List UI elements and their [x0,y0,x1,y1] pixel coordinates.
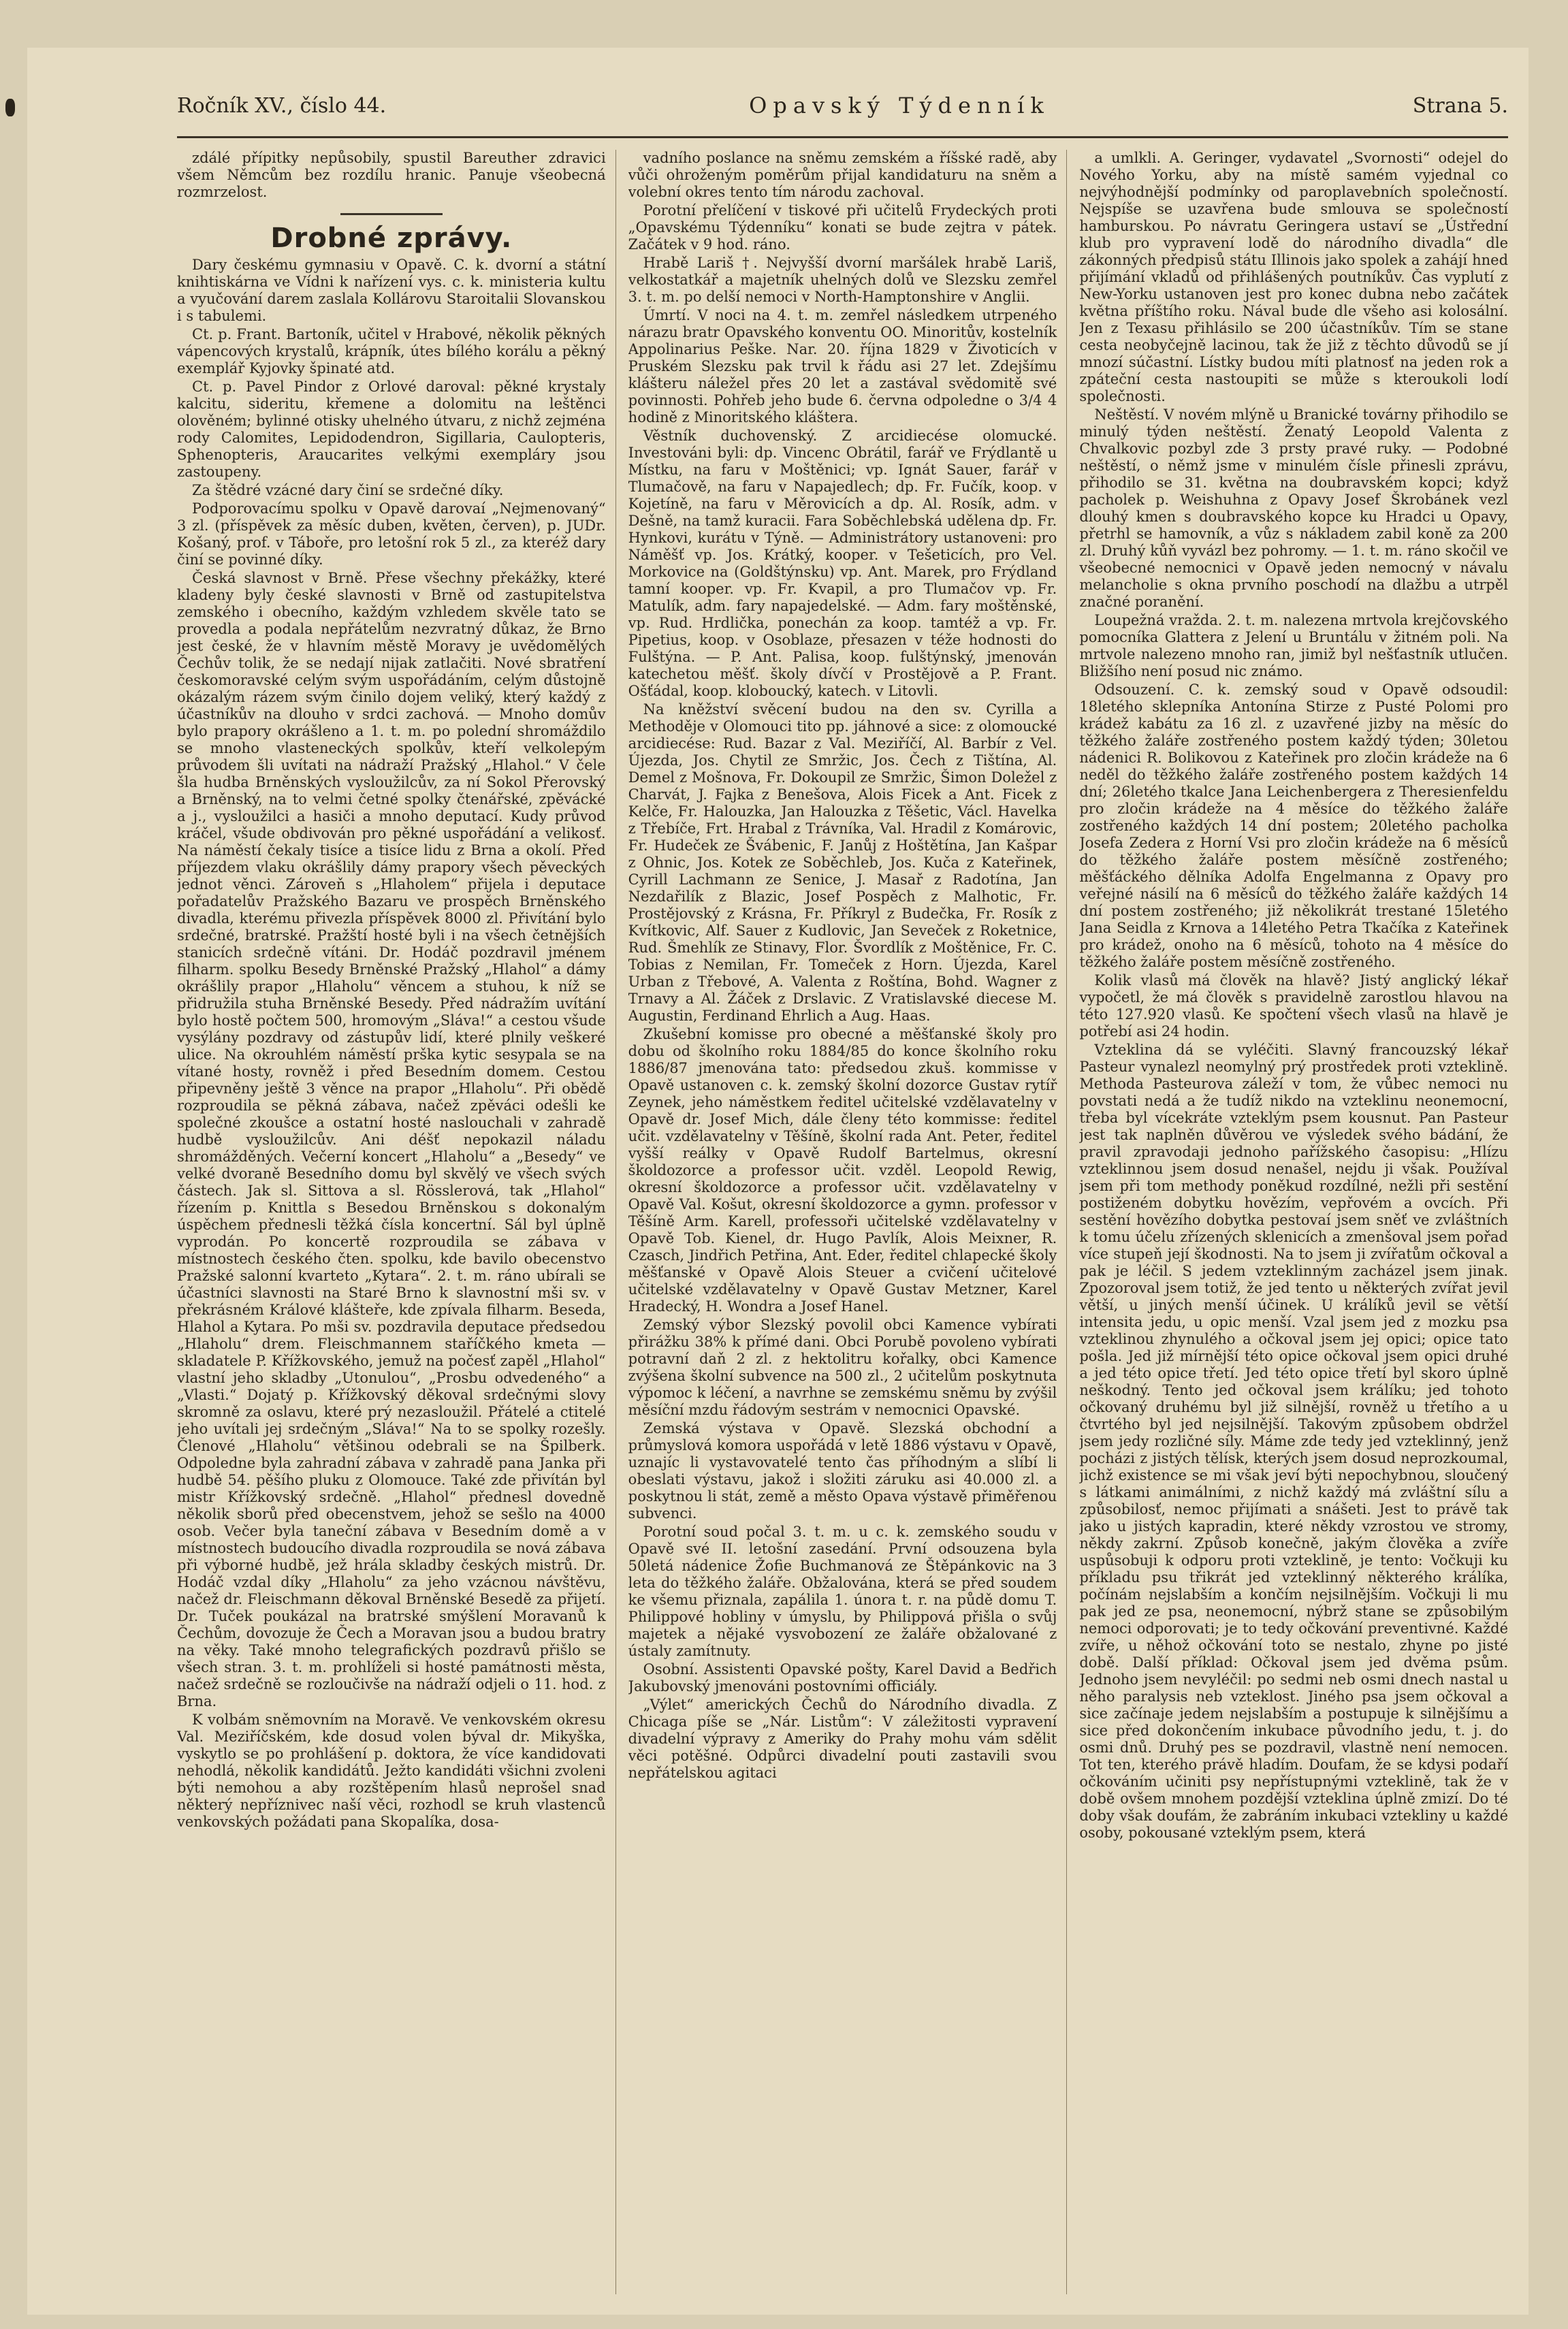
paragraph: Porotní soud počal 3. t. m. u c. k. zemského soudu v Opavě své II. letošní zasedání. První odsouzena byla 50letá nádenice Žofie Buchmanová ze Štěpánkovic na 3 leta do těžkého žaláře. Obžalována, která se před soudem ke všemu přiznala, zapálila 1. února t. r. na půdě domu T. Philippové hobliny v úmyslu, by Philippová přišla o svůj majetek a nějaké vysvobození ze žaláře obžalované z ústaly zamítnuty. [628,1524,1057,1659]
section-title: Drobné zprávy. [270,223,513,254]
scan-mark [5,99,15,116]
paragraph: Kolik vlasů má člověk na hlavě? Jistý anglický lékař vypočetl, že má člověk s pravidelně zarostlou hlavou na této 127.920 vlasů. Ke spočtení všech vlasů na hlavě je potřebí asi 24 hodin. [1079,972,1509,1040]
newspaper-page [27,48,1529,2315]
paragraph: Zkušební komisse pro obecné a měšťanské školy pro dobu od školního roku 1884/85 do konce školního roku 1886/87 jmenována tato: předsedou zkuš. kommisse v Opavě ustanoven c. k. zemský školní dozorce Gustav rytíř Zeynek, jeho náměstkem ředitel učitelské vzdělavatelny v Opavě dr. Josef Mich, dále členy této kommisse: ředitel učit. vzdělavatelny v Těšíně, školní rada Ant. Peter, ředitel vyšší reálky v Opavě Rudolf Bartelmus, okresní školdozorce a professor učit. vzděl. Leopold Rewig, okresní školdozorce a professor učit. vzdělavatelny v Opavě Val. Košut, okresní školdozorce a gymn. professor v Těšíně Arm. Karell, professoři učitelské vzdělavatelny v Opavě Tob. Kienel, dr. Hugo Pavlík, Alois Meixner, R. Czasch, Jindřich Petřina, Ant. Eder, ředitel chlapecké školy měšťanské v Opavě Alois Steuer a cvičení učitelové učitelské vzdělavatelny v Opavě Gustav Metzner, Karel Hradecký, H. Wondra a Josef Hanel. [628,1026,1057,1315]
paragraph: vadního poslance na sněmu zemském a říšské radě, aby vůči ohroženým poměrům přijal kandidaturu na sněm a volební okres tento tím národu zachoval. [628,150,1057,200]
paragraph: Dary českému gymnasiu v Opavě. C. k. dvorní a státní knihtiskárna ve Vídni k nařízení vys. c. k. ministeria kultu a vyučování darem zaslala Kollárovu Staroitalii Slovanskou i s tabulemi. [177,257,606,324]
page-number: Strana 5. [1412,93,1508,118]
masthead: Opavský Týdenník [749,93,1050,118]
paragraph: Osobní. Assistenti Opavské pošty, Karel David a Bedřich Jakubovský jmenováni postovními officiály. [628,1661,1057,1694]
page-header [177,75,1508,136]
paragraph: Ct. p. Pavel Pindor z Orlové daroval: pěkné krystaly kalcitu, sideritu, křemene a dolomitu na leštěnci olověném; bylinné otisky uhelného útvaru, z nichž zejména rody Calomites, Lepidodendron, Sigillaria, Caulopteris, Sphenopteris, Araucarites velkými exempláry jsou zastoupeny. [177,379,606,480]
paragraph: a umlkli. A. Geringer, vydavatel „Svornosti“ odejel do Nového Yorku, aby na místě samém vyjednal co nejvýhodnější podmínky od paroplavebních společností. Nejspíše se uzavřena bude smlouva se společností hamburskou. Po návratu Geringera ustaví se „Ústřední klub pro vypravení lodě do národního divadla“ dle zákonných předpisů státu Illinois jako spolek a zahájí hned přijímání vkladů od přihlášených poutníkův. Čas vyplutí z New-Yorku ustanoven jest pro konec dubna nebo začátek května příštího roku. Nával bude dle všeho asi kolosální. Jen z Texasu přihlásilo se 200 účastníkův. Tím se stane cesta neobyčejně lacinou, tak že již z těchto důvodů se jí mnozí súčastní. Lístky budou míti platnosť na jeden rok a zpáteční cesta nastoupiti se může s kteroukoli lodí společnosti. [1079,150,1509,404]
columns [177,150,1508,2294]
paragraph: Zemská výstava v Opavě. Slezská obchodní a průmyslová komora uspořádá v letě 1886 výstavu v Opavě, uznajíc li vystavovatelé tento čas příhodným a slíbí li obeslati výstavu, jakož i složiti záruku asi 40.000 zl. a poskytnou li stát, země a město Opava výstavě přiměřenou subvenci. [628,1420,1057,1522]
paragraph: Neštěstí. V novém mlýně u Branické továrny přihodilo se minulý týden neštěstí. Ženatý Leopold Valenta z Chvalkovic pozbyl zde 3 prsty pravé ruky. — Podobné neštěstí, o němž jsme v minulém čísle přinesli zprávu, přihodilo se 31. května na doubravském kopci; když pacholek p. Weishuhna z Opavy Josef Škrobánek vezl dlouhý kmen s doubravského kopce ku Hradci u Opavy, přetrhl se hamovník, a vůz s nákladem zabil koně za 200 zl. Druhý kůň vyvázl bez pohromy. — 1. t. m. ráno skočil ve všeobecné nemocnici v Opavě jeden nemocný v návalu melancholie s okna prvního poschodí na dlažbu a utrpěl značné poranění. [1079,406,1509,610]
section-divider [340,213,443,215]
paragraph: zdálé přípitky nepůsobily, spustil Bareuther zdravici všem Němcům bez rozdílu hranic. Panuje všeobecná rozmrzelost. [177,150,606,200]
paragraph: K volbám sněmovním na Moravě. Ve venkovském okresu Val. Meziříčském, kde dosud volen býval dr. Mikyška, vyskytlo se po prohlášení p. doktora, že více kandidovati nehodlá, několik kandidátů. Ježto kandidáti všichni zvoleni býti nemohou a aby rozštěpením hlasů neprošel snad některý nepřízniveс naší věci, rozhodl se kruh vlastenců venkovských požádati pana Skopalíka, dosa- [177,1712,606,1830]
column-2 [628,150,1068,2294]
column-1 [177,150,616,2294]
header-rule [177,136,1508,138]
paragraph: Za štědré vzácné dary činí se srdečné díky. [192,482,504,498]
paragraph: Na kněžství svěcení budou na den sv. Cyrilla a Methoděje v Olomouci tito pp. jáhnové a sice: z olomoucké arcidiecése: Rud. Bazar z Val. Meziříčí, Al. Barbír z Vel. Újezda, Jos. Chytil ze Smržic, Jos. Čech z Tištína, Al. Demel z Mošnova, Fr. Dokoupil ze Smržic, Šimon Doležel z Charvát, J. Fajka z Benešova, Alois Ficek a Ant. Ficek z Kelče, Fr. Halouzka, Jan Halouzka z Těšetic, Václ. Havelka z Třebíče, Frt. Hrabal z Trávníka, Val. Hradil z Komárovic, Fr. Hudeček ze Švábenic, F. Janůj z Hoštětína, Jan Kašpar z Ohnic, Jos. Kotek ze Soběchleb, Jos. Kuča z Kateřinek, Cyrill Lachmann ze Senice, J. Masař z Radotína, Jan Nezdařilík z Blazic, Josef Pospěch z Malhotic, Fr. Prostějovský z Krásna, Fr. Příkryl z Budečka, Fr. Rosík z Kvítkovic, Alf. Sauer z Kudlovic, Jan Seveček z Roketnice, Rud. Šmehlík ze Stinavy, Flor. Švordlík z Moštěnice, Fr. C. Tobias z Nemilan, Fr. Tomeček z Horn. Újezda, Karel Urban z Třebové, A. Valenta z Roštína, Bohd. Wagner z Trnavy a Al. Žáček z Drslavic. Z Vratislavské diecese M. Augustin, Ferdinand Ehrlich a Aug. Haas. [628,701,1057,1024]
paragraph: Věstník duchovenský. Z arcidiecése olomucké. Investováni byli: dp. Vincenc Obrátil, farář ve Frýdlantě u Místku, na faru v Moštěnici; vp. Ignát Sauer, farář v Tlumačově, na faru v Napajedlech; dp. Fr. Fučík, koop. v Kojetíně, na faru v Měrovicích a dp. Al. Rosík, adm. v Dešně, na tamž kuracii. Fara Soběchlebská udělena dp. Fr. Hynkovi, kurátu v Týně. — Administrátory ustanoveni: pro Náměšť vp. Jos. Krátký, kooper. v Tešeticích, pro Vel. Morkovice na (Goldštýnsku) vp. Ant. Marek, pro Frýdland tamní kooper. vp. Fr. Kvapil, a pro Tlumačov vp. Fr. Matulík, adm. fary napajedelské. — Adm. fary moštěnské, vp. Rud. Hrdlička, ponechán za koop. tamtéž a vp. Fr. Pipetius, koop. v Osoblaze, přesazen v téže hodnosti do Fulštýna. — P. Ant. Palisa, koop. fulštýnský, jmenován katechetou měšť. školy dívčí v Prostějově a P. Frant. Ošťádal, koop. kloboucký, katech. v Litovli. [628,428,1057,699]
paragraph: Loupežná vražda. 2. t. m. nalezena mrtvola krejčovského pomocníka Glattera z Jelení u Bruntálu v žitném poli. Na mrtvole nalezeno mnoho ran, jimiž byl nešťastník utlučen. Bližšího není posud nic známo. [1079,612,1509,679]
paragraph: Česká slavnost v Brně. Přese všechny překážky, které kladeny byly české slavnosti v Brně od zastupitelstva zemského i obecního, každým vzhledem skvěle tato se provedla a podala nepřátelům nezvratný důkaz, že Brno jest české, že v hlavním městě Moravy je uvědomělých Čechův tolik, že se nedají nijak zatlačiti. Nové sbratření českomoravské celým svým uspořádáním, celým důstojně okázalým rázem svým činilo dojem veliký, který každý z účastníkův na dlouho v srdci zachová. — Mnoho domův bylo prapory okrášleno a 1. t. m. po polední shromáždilo se mnoho vlasteneckých spolkův, kteří velkolepým průvodem šli uvítati na nádraží Pražský „Hlahol.“ V čele šla hudba Brněnských vysloužilcův, za ní Sokol Přerovský a Brněnský, na to velmi četné spolky čtenářské, zpěvácké a j., vysloužilci a hasiči a mnoho deputací. Kudy průvod kráčel, všude obdivován pro pěkné uspořádání a velikosť. Na náměstí čekaly tisíce a tisíce lidu z Brna a okolí. Před příjezdem vlaku okrášlily dámy prapory všech pěveckých jednot věnci. Zároveň s „Hlaholem“ přijela i deputace pořadatelův Pražského Bazaru ve prospěch Brněnského divadla, kterému přivezla příspěvek 8000 zl. Přivítání bylo srdečné, bratrské. Pražští hosté byli i na všech četnějších stanicích srdečně vítáni. Dr. Hodáč pozdravil jménem filharm. spolku Besedy Brněnské Pražský „Hlahol“ a dámy okrášlily prapor „Hlaholu“ věncem a stuhou, k níž se přidružila stuha Brněnské Besedy. Před nádražím uvítání bylo hostě počtem 500, hromovým „Sláva!“ a cestou všude vysýlány pozdravy od zástupův lidí, které plnily veškeré ulice. Na okrouhlém náměstí prška kytic sesypala se na vítané hosty, rovněž i před Besedním domem. Cestou připevněny ještě 3 věnce na prapor „Hlaholu“. Při obědě rozproudila se pěkná zábava, načež zpěváci odešli ke společné zkoušce a ostatní hosté naslouchali v zahradě hudbě vysloužilcův. Ani déšť nepokazil náladu shromážděných. Večerní koncert „Hlaholu“ a „Besedy“ ve velké dvoraně Besedního domu byl skvělý ve všech svých částech. Jak sl. Sittova a sl. Rösslerová, tak „Hlahol“ řízením p. Knittla s Besedou Brněnskou s dokonalým úspěchem přednesli těžká čísla koncertní. Sál byl úplně vyprodán. Po koncertě rozproudila se zábava v místnostech českého čten. spolku, kde bavilo obecenstvo Pražské salonní kvarteto „Kytara“. 2. t. m. ráno ubírali se účastníci slavnosti na Staré Brno k slavnostní mši sv. v překrásném Králové klášteře, kde zpívala filharm. Beseda, Hlahol a Kytara. Po mši sv. pozdravila deputace předsedou „Hlaholu“ drem. Fleischmannem staříčkého kmeta — skladatele P. Křížkovského, jemuž na počesť zapěl „Hlahol“ vlastní jeho skladby „Utonulou“, „Prosbu odvedeného“ a „Vlasti.“ Dojatý p. Křížkovský děkoval srdečnými slovy skromně za oslavu, které prý nezasloužil. Přátelé a ctitelé jeho uvítali jej srdečným „Sláva!“ Na to se spolky rozešly. Členové „Hlaholu“ většinou odebrali se na Špilberk. Odpoledne byla zahradní zábava v zahradě pana Janka při hudbě 54. pěšího pluku z Olomouce. Také zde přivítán byl mistr Křížkovský srdečně. „Hlahol“ přednesl dovedně několik sborů před obecenstvem, jehož se sešlo na 4000 osob. Večer byla taneční zábava v Besedním domě a v místnostech budoucího divadla rozproudila se nová zábava při výborné hudbě, jež hrála skladby českých mistrů. Dr. Hodáč vzdal díky „Hlaholu“ za jeho vzácnou návštěvu, načež dr. Fleischmann děkoval Brněnské Besedě za přijetí. Dr. Tuček poukázal na bratrské smýšlení Moravanů k Čechům, dovozuje že Čech a Moravan jsou a budou bratry na věky. Také mnoho telegrafických pozdravů přišlo se všech stran. 3. t. m. prohlíželi si hosté památnosti města, načež srdečně se rozloučivše na nádraží odjeli o 11. hod. z Brna. [177,570,606,1709]
paragraph: Zemský výbor Slezský povolil obci Kamence vybírati přirážku 38% k přímé dani. Obci Porubě povoleno vybírati potravní daň 2 zl. z hektolitru kořalky, obci Kamence zvýšena školní subvence na 500 zl., 2 učitelům poskytnuta výpomoc k léčení, a navrhne se zemskému sněmu by zvýšil měsíční mzdu řádovým sestrám v nemocnici Opavské. [628,1317,1057,1418]
paragraph: Ct. p. Frant. Bartoník, učitel v Hrabové, několik pěkných vápencových krystalů, krápník, útes bílého korálu a pěkný exemplář Kyjovky špinaté atd. [177,326,606,376]
paragraph: Porotní přelíčení v tiskové při učitelů Frydeckých proti „Opavskému Týdenníku“ konati se bude zejtra v pátek. Začátek v 9 hod. ráno. [628,202,1057,253]
column-3 [1079,150,1508,2294]
paragraph: „Výlet“ amerických Čechů do Národního divadla. Z Chicaga píše se „Nár. Listům“: V záležitosti vypravení divadelní výpravy z Ameriky do Prahy mohu vám sdělit věci potěšné. Odpůrci divadelní pouti zastavili svou nepřátelskou agitaci [628,1697,1057,1781]
paragraph: Úmrtí. V noci na 4. t. m. zemřel následkem utrpeného nárazu bratr Opavského konventu OO. Minoritův, kostelník Appolinarius Peške. Nar. 20. října 1829 v Životicích v Pruském Slezsku pak trvil k řádu asi 27 let. Zdejšímu klášteru náležel přes 20 let a zastával svědomitě své povinnosti. Pohřeb jeho bude 6. června odpoledne o 3/4 4 hodině z Minoritského kláštera. [628,307,1057,425]
paragraph: Podporovacímu spolku v Opavě darovaí „Nejmenovaný“ 3 zl. (příspěvek za měsíc duben, květen, červen), p. JUDr. Košaný, prof. v Táboře, pro letošní rok 5 zl., za kteréž dary činí se povinné díky. [177,500,606,568]
volume-label: Ročník XV., číslo 44. [177,93,387,118]
paragraph: Hrabě Lariš †. Nejvyšší dvorní maršálek hrabě Lariš, velkostatkář a majetník uhelných dolů ve Slezsku zemřel 3. t. m. po delší nemoci v North-Hamptonshire v Anglii. [628,255,1057,305]
paragraph: Vzteklina dá se vyléčiti. Slavný francouzský lékař Pasteur vynalezl neomylný prý prostředek proti vzteklině. Methoda Pasteurova záleží v tom, že vůbec nemoci nu povstati nedá a že tudíž nikdo na vzteklinu neonemocní, třeba byl vícekráte vzteklým psem kousnut. Pan Pasteur jest tak naplněn důvěrou ve výsledek svého bádání, že pravil zpravodaji jednoho pařížského časopisu: „Hlízu vzteklinnou jsem dosud nenašel, nejdu ji však. Používal jsem při tom methody poněkud rozdílné, nežli při sestění postiženém dobytku hovězím, vepřovém a ovcích. Při sestění hovězího dobytka pestovaí jsem sněť ve zvláštních k tomu účelu zřízených sklenicích a zmenšoval jsem pořad více stupeň její škodnosti. Na to jsem ji zvířatům očkoval a pak je léčil. S jedem vzteklinným zacházel jsem jinak. Zpozoroval jsem totiž, že jed tento u některých zvířat jevil větší, u jiných menší účinek. U králíků jevil se větší intensita jedu, u opic menší. Vzal jsem jed z mozku psa vzteklinou zhynulého a očkoval jsem jej opici; opice tato pošla. Jed již mírnější této opice očkoval jsem opici druhé a jed této opice třetí. Jed této opice třetí byl skoro úplně neškodný. Tento jed očkoval jsem králíku; jed tohoto očkovaný druhému byl již silnější, rovněž u třetího a u čtvrtého byl jed nejsilnější. Takovým způsobem obdržel jsem jedy rozličné síly. Máme zde tedy jed vzteklinný, jenž pocházi z jistých tělísk, kterých jsem dosud neprozkoumal, jichž existence se mi však jeví býti nepochybnou, sloučený s látkami animálními, z nichž každý má zvláštní sílu a způsobilosť, nemoc přijímati a snášeti. Jest to právě tak jako u jistých kapradin, které někdy vzrostou ve stromy, někdy zakrní. Způsob konečně, jakým člověka a zvíře uspůsobuji k odporu proti vzteklině, je tento: Vočkuji ku příkladu psu třikrát jed vzteklinný některého králíka, počínám nejslabším a končím nejsilnějším. Vočkuji li mu pak jed ze psa, neonemocní, nýbrž stane se způsobilým nemoci odporovati; je to tedy očkování preventivné. Každé zvíře, u něhož očkování toto se nestalo, zhyne po jisté době. Další příklad: Očkoval jsem jed dvěma psům. Jednoho jsem nevyléčil: po sedmi neb osmi dnech nastal u něho paralysis neb vzteklost. Jiného psa jsem očkoval a sice začínaje jedem nejslabším a postupuje k silnějšímu a sice před dokončením inkubace původního jedu, t. j. do osmi dnů. Druhý pes se pozdravil, vlastně není nemocen. Tot ten, kterého právě hladím. Doufam, že se kdysi podaří očkováním učiniti psy nepřístupnými vzteklině, tak že v době ovšem mnohem pozdější vzteklina úplně zmizí. Do té doby však doufám, že zabráním inkubaci vztekliny u každé osoby, pokousané vzteklým psem, která [1079,1042,1509,1841]
paragraph: Odsouzení. C. k. zemský soud v Opavě odsoudil: 18letého sklepníka Antonína Stirze z Pusté Polomi pro krádež kabátu za 16 zl. z uzavřené jizby na měsíc do těžkého žaláře zostřeného postem každý týden; 30letou nádenici R. Bolikovou z Kateřinek pro zločin krádeže na 6 neděl do těžkého žaláře zostřeného postem každých 14 dní; 26letého tkalce Jana Leichenbergera z Theresienfeldu pro zločin krádeže na 4 měsíce do těžkého žaláře zostřeného každých 14 dní postem; 20letého pacholka Josefa Zedera z Horní Vsi pro zločin krádeže na 6 měsíců do těžkého žaláře postem měsíčně zostřeného; měšťáckého dělníka Adolfa Engelmanna z Opavy pro veřejné násilí na 6 měsíců do těžkého žaláře každých 14 dní postem zostřeného; již několikrát trestané 15letého Jana Seidla z Krnova a 14letého Petra Tkačíka z Kateřinek pro krádež, onoho na 6 měsíců, tohoto na 4 měsíce do těžkého žaláře postem měsíčně zostřeného. [1079,681,1509,970]
